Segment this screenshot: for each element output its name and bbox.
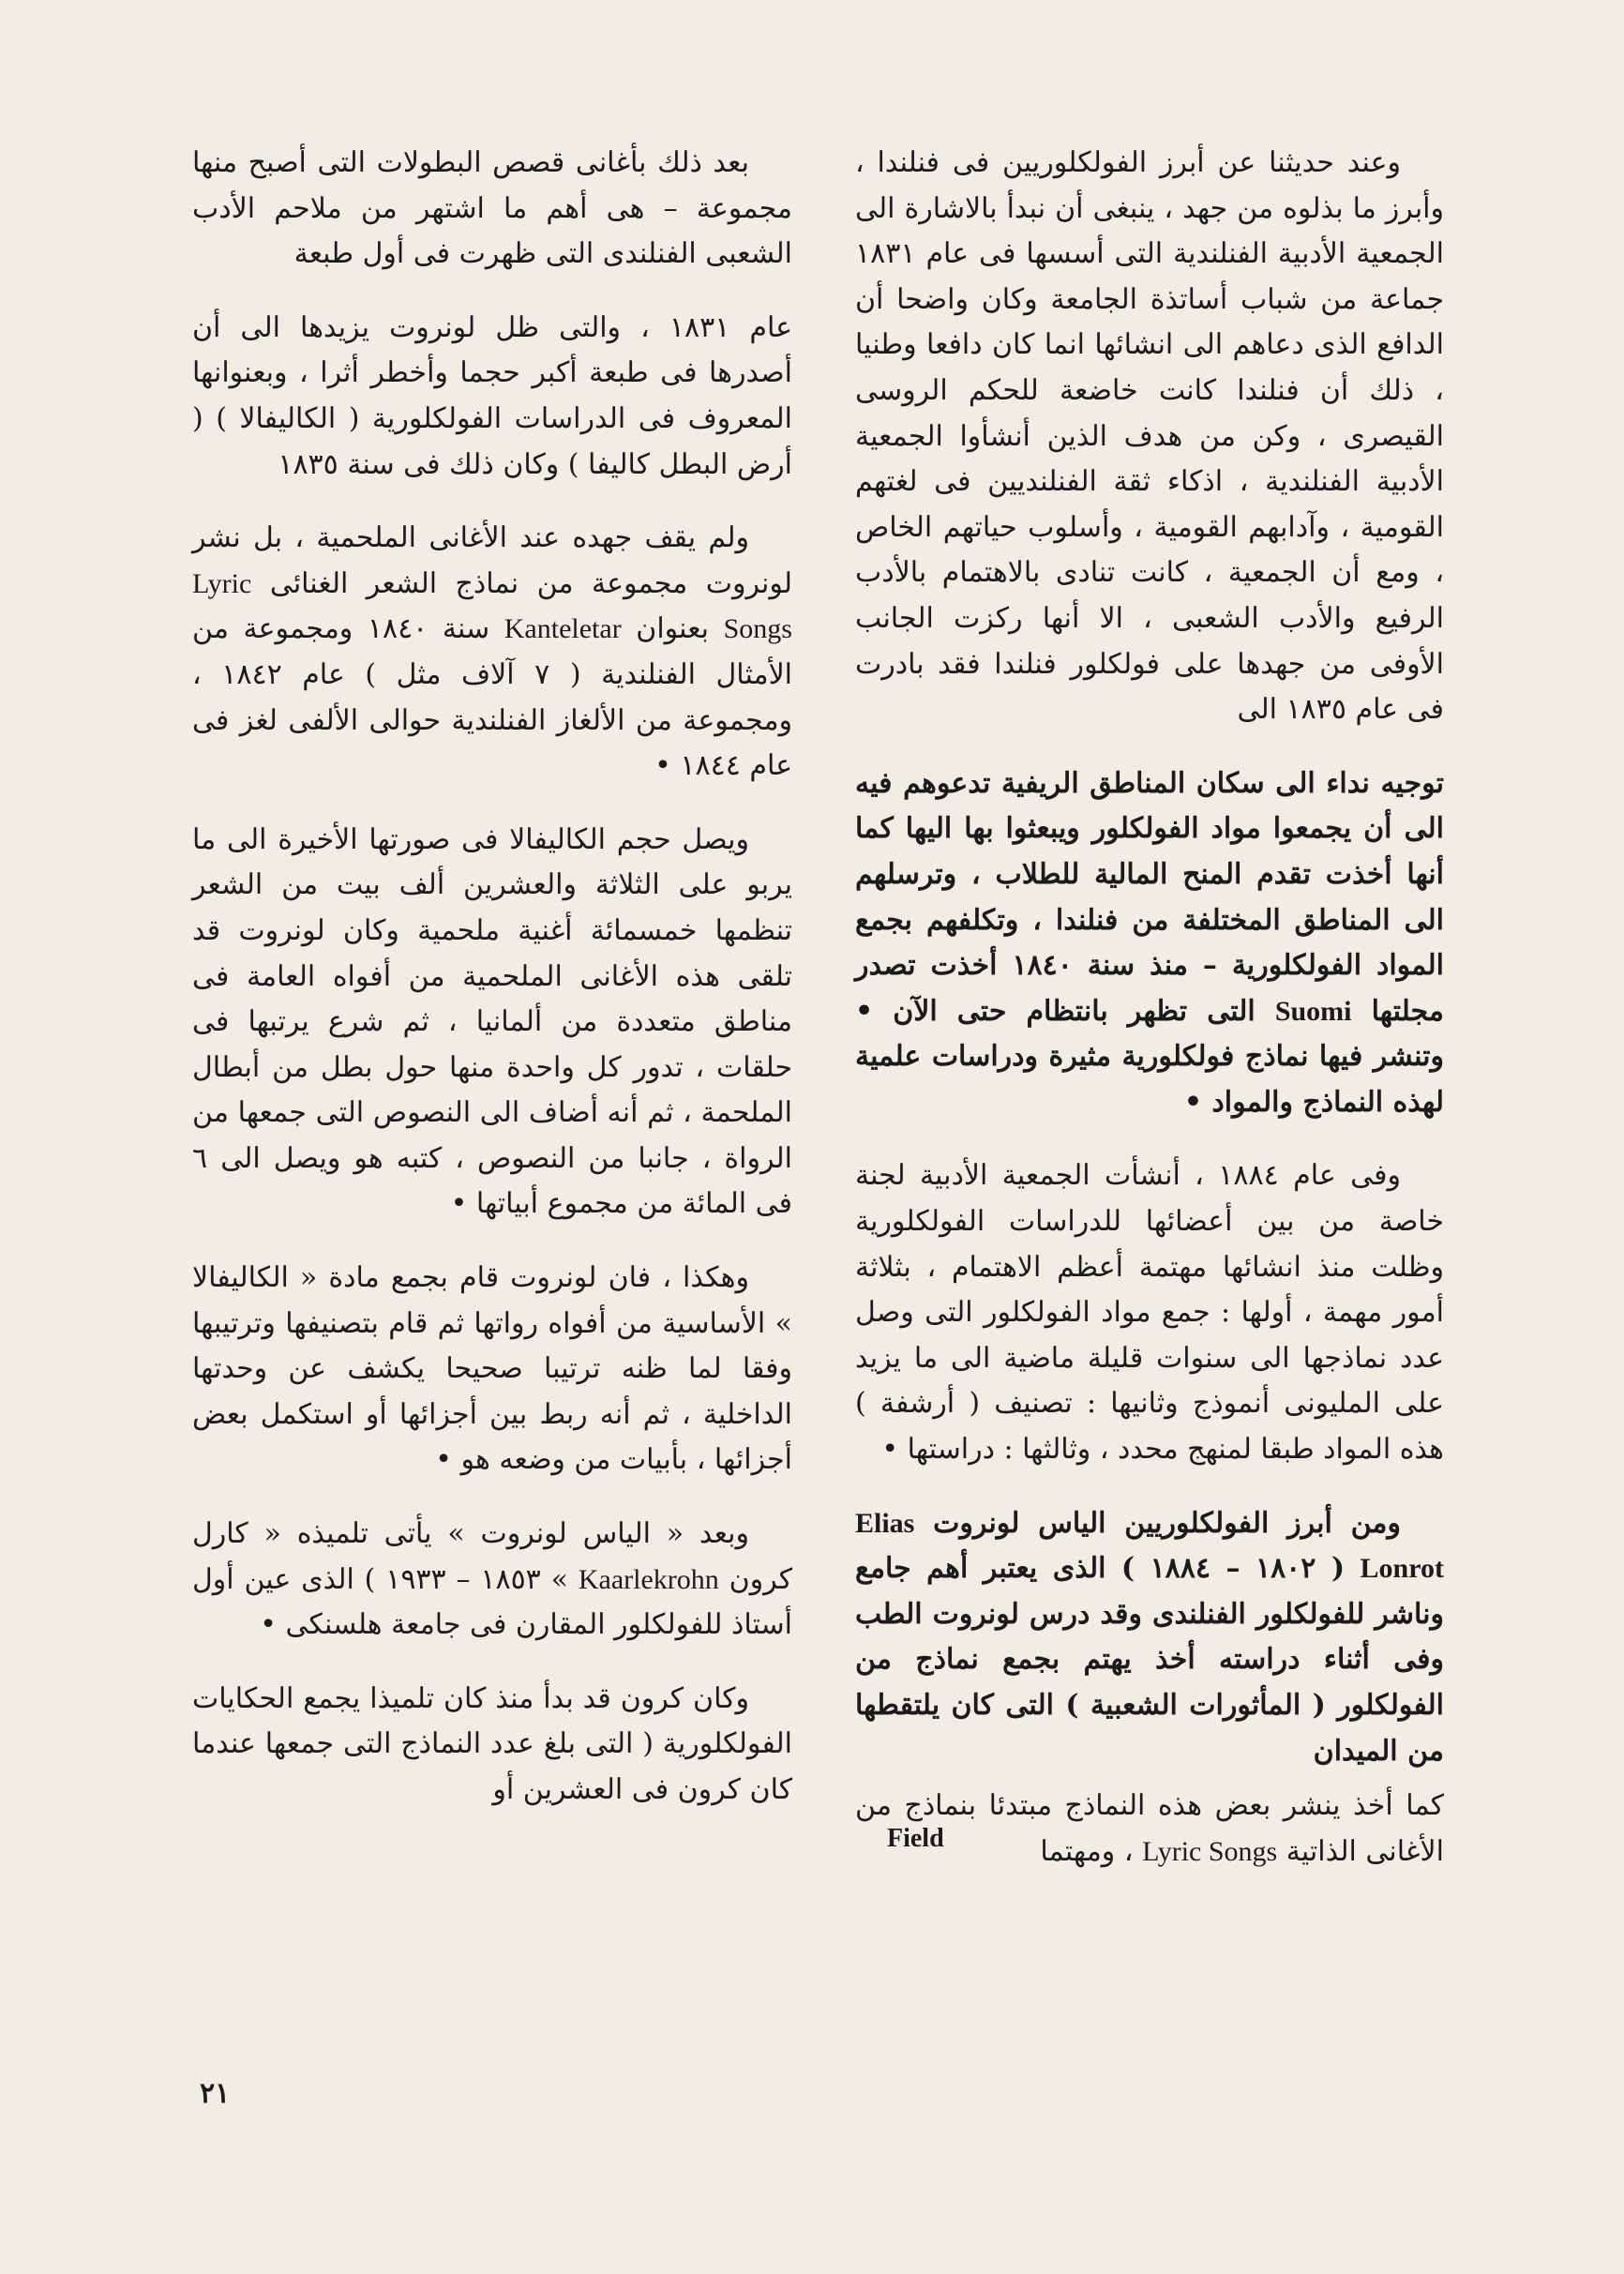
paragraph-elias-lonrot xyxy=(855,1501,1444,1775)
body-text: سنة ١٨٤٠ ومجموعة من الأمثال الفنلندية ( ٧ آلاف مثل ) عام ١٨٤٢ ، ومجموعة من الألغاز الفنلندية حوالى الألفى لغز فى عام ١٨٤٤ • xyxy=(192,612,793,783)
latin-term-lyric-songs: Lyric Songs xyxy=(1142,1835,1278,1867)
paragraph-lonrot-method: وهكذا ، فان لونروت قام بجمع مادة « الكاليفالا » الأساسية من أفواه رواتها ثم قام بتصنيفها وترتيبها وفقا لما ظنه ترتيبا صحيحا يكشف عن وحدتها الداخلية ، ثم أنه ربط بين أجزائها أو استكمل بعض أجزائها ، بأبيات من وضعه هو • xyxy=(192,1261,792,1477)
body-text: وبعد « الياس لونروت » يأتى تلميذه « كارل كرون xyxy=(192,1517,792,1596)
page-number: ٢١ xyxy=(200,2077,231,2110)
paragraph-society-call xyxy=(855,761,1444,1126)
paragraph-kalevala-1835: عام ١٨٣١ ، والتى ظل لونروت يزيدها الى أن أصدرها فى طبعة أكبر حجما وأخطر أثرا ، وبعنوانها المعروف فى الدراسات الفولكلورية ( الكاليفالا ) ( أرض البطل كاليفا ) وكان ذلك فى سنة ١٨٣٥ xyxy=(192,310,792,481)
paragraph-kalevala-size: ويصل حجم الكاليفالا فى صورتها الأخيرة الى ما يربو على الثلاثة والعشرين ألف بيت من الشعر تنظمها خمسمائة أغنية ملحمية وكان لونروت قد تلقى هذه الأغانى الملحمية من أفواه العامة فى مناطق متعددة من ألمانيا ، ثم شرع يرتبها فى حلقات ، تدور كل واحدة منها حول بطل من أبطال الملحمة ، ثم أنه أضاف الى النصوص التى جمعها من الرواة ، جانبا من النصوص ، كتبه هو ويصل الى ٦ فى المائة من مجموع أبياتها • xyxy=(192,822,792,1221)
left-text-column xyxy=(192,141,792,1842)
bold-text: التى تظهر بانتظام حتى الآن • وتنشر فيها نماذج فولكلورية مثيرة ودراسات علمية لهذه النماذج والمواد • xyxy=(855,994,1444,1119)
body-text: ، ومهتما xyxy=(1040,1834,1134,1868)
right-text-column xyxy=(855,141,1444,1903)
latin-term-kaarlekrohn: Kaarlekrohn xyxy=(578,1563,719,1595)
bold-text: توجيه نداء الى سكان المناطق الريفية تدعوهم فيه الى أن يجمعوا مواد الفولكلور ويبعثوا بها اليها كما أنها أخذت تقدم المنح المالية للطلاب ، وترسلهم الى المناطق المختلفة من فنلندا ، وتكلفهم بجمع المواد الفولكلورية – منذ سنة ١٨٤٠ أخذت تصدر مجلتها xyxy=(855,766,1444,1028)
body-text: بعنوان xyxy=(636,612,710,646)
latin-term-kanteletar: Kanteletar xyxy=(504,613,622,645)
bold-text: ومن أبرز الفولكلوريين الياس لونروت xyxy=(933,1506,1401,1540)
paragraph-kanteletar xyxy=(192,516,792,790)
latin-term-lyric-songs: Lyric Songs xyxy=(192,567,792,645)
body-text: » ١٨٥٣ – ١٩٣٣ ) الذى عين أول أستاذ للفولكلور المقارن فى جامعة هلسنكى • xyxy=(192,1562,792,1642)
latin-term-suomi: Suomi xyxy=(1274,995,1352,1027)
paragraph-krohn-tales: وكان كرون قد بدأ منذ كان تلميذا يجمع الحكايات الفولكلورية ( التى بلغ عدد النماذج التى جمعها عندما كان كرون فى العشرين أو xyxy=(192,1681,792,1806)
latin-term-field: Field xyxy=(887,1824,944,1853)
bold-text: ( ١٨٠٢ – ١٨٨٤ ) الذى يعتبر أهم جامع وناشر للفولكلور الفنلندى وقد درس لونروت الطب وفى أثناء دراسته أخذ يهتم بجمع نماذج من الفولكلور ( المأثورات الشعبية ) التى كان يلتقطها من الميدان xyxy=(855,1552,1444,1768)
latin-term-elias-lonrot: Elias Lonrot xyxy=(855,1507,1445,1585)
paragraph-1884-committee: وفى عام ١٨٨٤ ، أنشأت الجمعية الأدبية لجنة خاصة من بين أعضائها للدراسات الفولكلورية وظلت منذ انشائها مهتمة أعظم الاهتمام ، بثلاثة أمور مهمة ، أولها : جمع مواد الفولكلور التى وصل عدد نماذجها الى سنوات قليلة ماضية الى ما يزيد على المليونى أنموذج وثانيها : تصنيف ( أرشفة ) هذه المواد طبقا لمنهج محدد ، وثالثها : دراستها • xyxy=(855,1159,1444,1467)
body-text: ولم يقف جهده عند الأغانى الملحمية ، بل نشر لونروت مجموعة من نماذج الشعر الغنائى xyxy=(192,521,793,600)
body-text: كما أخذ ينشر بعض هذه النماذج مبتدئا بنماذج من الأغانى الذاتية xyxy=(855,1789,1444,1868)
paragraph-finnish-folklorists-intro: وعند حديثنا عن أبرز الفولكلوريين فى فنلندا ، وأبرز ما بذلوه من جهد ، ينبغى أن نبدأ بالاشارة الى الجمعية الأدبية الفنلندية التى أسسها فى عام ١٨٣١ جماعة من شباب أساتذة الجامعة وكان واضحا أن الدافع الذى دعاهم الى انشائها انما كان دافعا وطنيا ، ذلك أن فنلندا كانت خاضعة للحكم الروسى القيصرى ، وكن من هدف الذين أنشأوا الجمعية الأدبية الفنلندية ، اذكاء ثقة الفنلنديين فى لغتهم القومية ، وآدابهم القومية ، وأسلوب حياتهم الخاص ، ومع أن الجمعية ، كانت تنادى بالاهتمام بالأدب الرفيع والأدب الشعبى ، الا أنها ركزت الجانب الأوفى من جهدها على فولكلور فنلندا فقد بادرت فى عام ١٨٣٥ الى xyxy=(855,146,1444,727)
paragraph-kaarle-krohn xyxy=(192,1512,792,1649)
paragraph-heroic-songs: بعد ذلك بأغانى قصص البطولات التى أصبح منها مجموعة – هى أهم ما اشتهر من ملاحم الأدب الشعبى الفنلندى التى ظهرت فى أول طبعة xyxy=(192,146,792,271)
